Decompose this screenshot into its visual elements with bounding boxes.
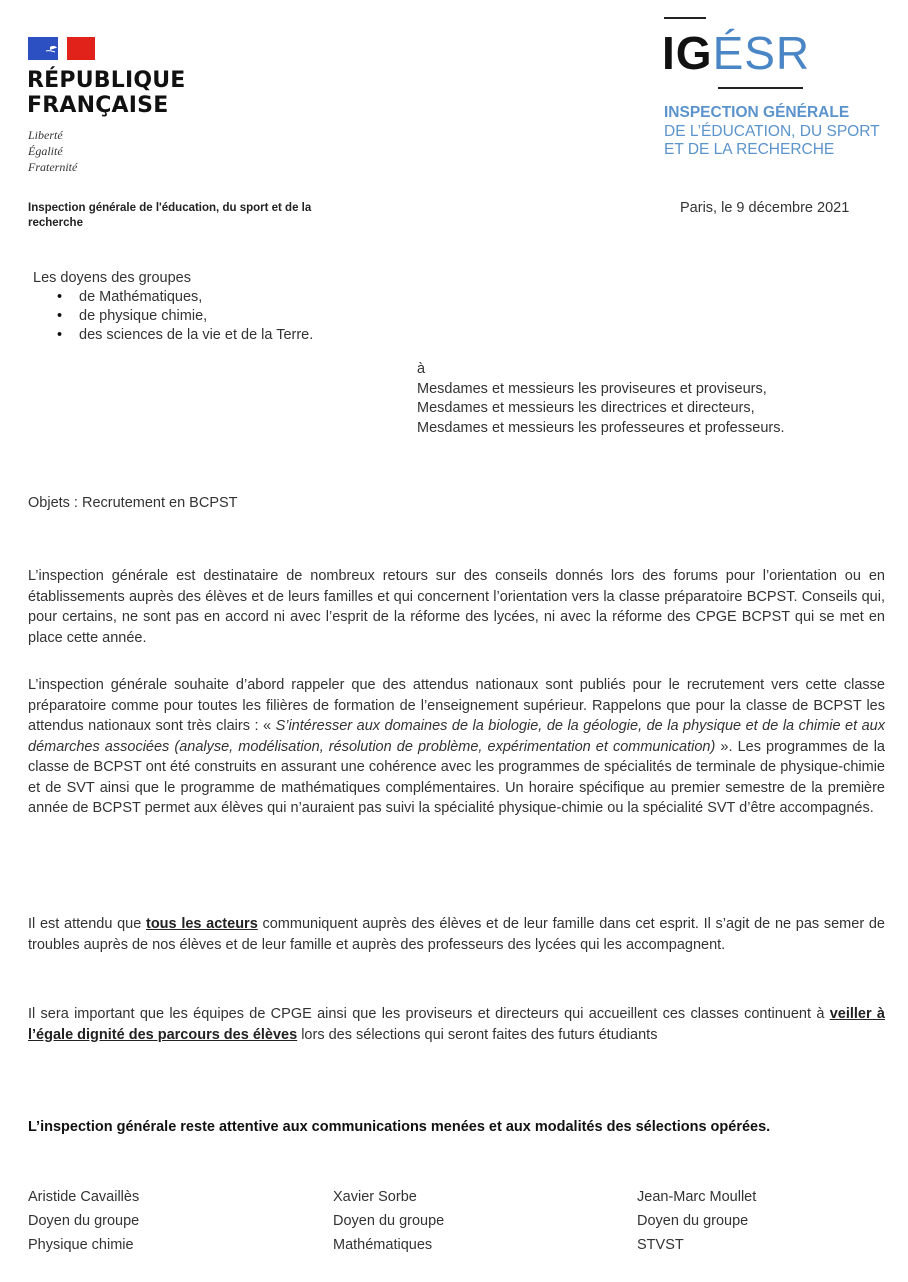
body-paragraph: L’inspection générale est destinataire de nombreux retours sur des conseils donnés lors des forums pour l’orientation ou en établissements auprès des élèves et de leurs familles et qui concernent l’orientation vers la classe préparatoire BCPST. Conseils qui, pour certains, ne sont pas en accord ni avec l’esprit de la réforme des lycées, ni avec la réforme des CPGE BCPST qui se met en place cette année.	[28, 568, 885, 646]
recipient-line: Mesdames et messieurs les proviseures et proviseurs,	[417, 380, 767, 397]
sender-institution	[28, 201, 388, 231]
body-paragraph	[28, 914, 885, 955]
republique-francaise-title	[27, 68, 186, 118]
recipient-line: Mesdames et messieurs les directrices et directeurs,	[417, 400, 755, 416]
signatory-role: Doyen du groupe	[333, 1213, 445, 1229]
from-intro: Les doyens des groupes	[33, 270, 191, 286]
paragraph-text: communiquent auprès des élèves et de leur famille dans cet esprit. Il s’agit de ne pas semer de troubles auprès de nos élèves et de leur famille et auprès des professeurs des lycées qui les accompagnent.	[28, 916, 885, 953]
from-list-item: • des sciences de la vie et de la Terre.	[33, 326, 313, 345]
letter-subject: Objets : Recrutement en BCPST	[28, 495, 238, 511]
marianne-flag-icon	[28, 37, 95, 60]
from-block	[33, 269, 313, 345]
recipients-block	[417, 360, 784, 438]
from-list	[33, 288, 313, 345]
signatory-group: Mathématiques	[333, 1237, 433, 1253]
recipients-intro: à	[417, 361, 426, 377]
signature-block	[637, 1185, 756, 1257]
igesr-full-name	[664, 104, 880, 160]
logo-rule-top	[664, 17, 706, 19]
paragraph-text: lors des sélections qui seront faites des futurs étudiants	[297, 1026, 658, 1043]
motto-line: Liberté	[28, 128, 63, 142]
igesr-name-line: ET DE LA RECHERCHE	[664, 141, 835, 158]
rf-title-line: FRANÇAISE	[27, 93, 169, 118]
motto-line: Égalité	[28, 144, 63, 158]
signatory-name: Jean-Marc Moullet	[637, 1189, 757, 1205]
logo-prefix: IG	[662, 27, 713, 79]
igesr-name-line: INSPECTION GÉNÉRALE	[664, 104, 850, 121]
igesr-logo	[662, 25, 810, 81]
from-list-item: • de Mathématiques,	[33, 288, 313, 307]
body-paragraph	[28, 1004, 885, 1045]
sender-line: recherche	[28, 217, 83, 229]
rf-title-line: RÉPUBLIQUE	[27, 68, 186, 93]
letter-date: Paris, le 9 décembre 2021	[680, 200, 850, 216]
signature-block	[28, 1185, 139, 1257]
logo-suffix: ÉSR	[712, 27, 811, 79]
signatory-name: Xavier Sorbe	[333, 1189, 417, 1205]
emphasis-text: tous les acteurs	[146, 916, 258, 932]
recipient-line: Mesdames et messieurs les professeures et professeurs.	[417, 419, 785, 436]
paragraph-text: Il sera important que les équipes de CPGE ainsi que les proviseurs et directeurs qui accueillent ces classes continuent à	[28, 1006, 830, 1022]
signatory-group: Physique chimie	[28, 1237, 134, 1253]
body-paragraph	[28, 675, 885, 819]
signatory-name: Aristide Cavaillès	[28, 1189, 140, 1205]
quoted-expectations: S’intéresser aux domaines de la biologie, de la géologie, de la physique et de la chimie et aux démarches associées (analyse, modélisation, résolution de problème, expérimentation et communication)	[28, 718, 885, 755]
signature-block	[333, 1185, 444, 1257]
republic-motto	[28, 127, 77, 175]
signatory-group: STVST	[637, 1237, 684, 1253]
logo-rule-bottom	[718, 87, 803, 89]
conclusion-statement: L’inspection générale reste attentive aux communications menées et aux modalités des sélections opérées.	[28, 1119, 771, 1135]
from-list-item: • de physique chimie,	[33, 307, 313, 326]
sender-line: Inspection générale de l'éducation, du sport et de la	[28, 202, 312, 214]
paragraph-text: Il est attendu que	[28, 916, 146, 932]
paragraph-text: ». Les programmes de la classe de BCPST ont été construits en assurant une cohérence avec les programmes de spécialités de terminale de physique-chimie et de SVT ainsi que le programme de mathématiques complémentaires. Un horaire spécifique au premier semestre de la première année de BCPST permet aux élèves qui n’auraient pas suivi la spécialité physique-chimie ou la spécialité SVT d’être accompagnés.	[28, 738, 885, 816]
igesr-name-line: DE L’ÉDUCATION, DU SPORT	[664, 122, 880, 140]
emphasis-text: veiller à l’égale dignité des parcours des élèves	[28, 1006, 885, 1043]
signatory-role: Doyen du groupe	[28, 1213, 140, 1229]
signatory-role: Doyen du groupe	[637, 1213, 749, 1229]
motto-line: Fraternité	[28, 160, 78, 174]
paragraph-text: L’inspection générale souhaite d’abord rappeler que des attendus nationaux sont publiés pour le recrutement vers cette classe préparatoire comme pour toutes les filières de formation de l’enseignement supérieur. Rappelons que pour la classe de BCPST les attendus nationaux sont très clairs : «	[28, 677, 885, 734]
